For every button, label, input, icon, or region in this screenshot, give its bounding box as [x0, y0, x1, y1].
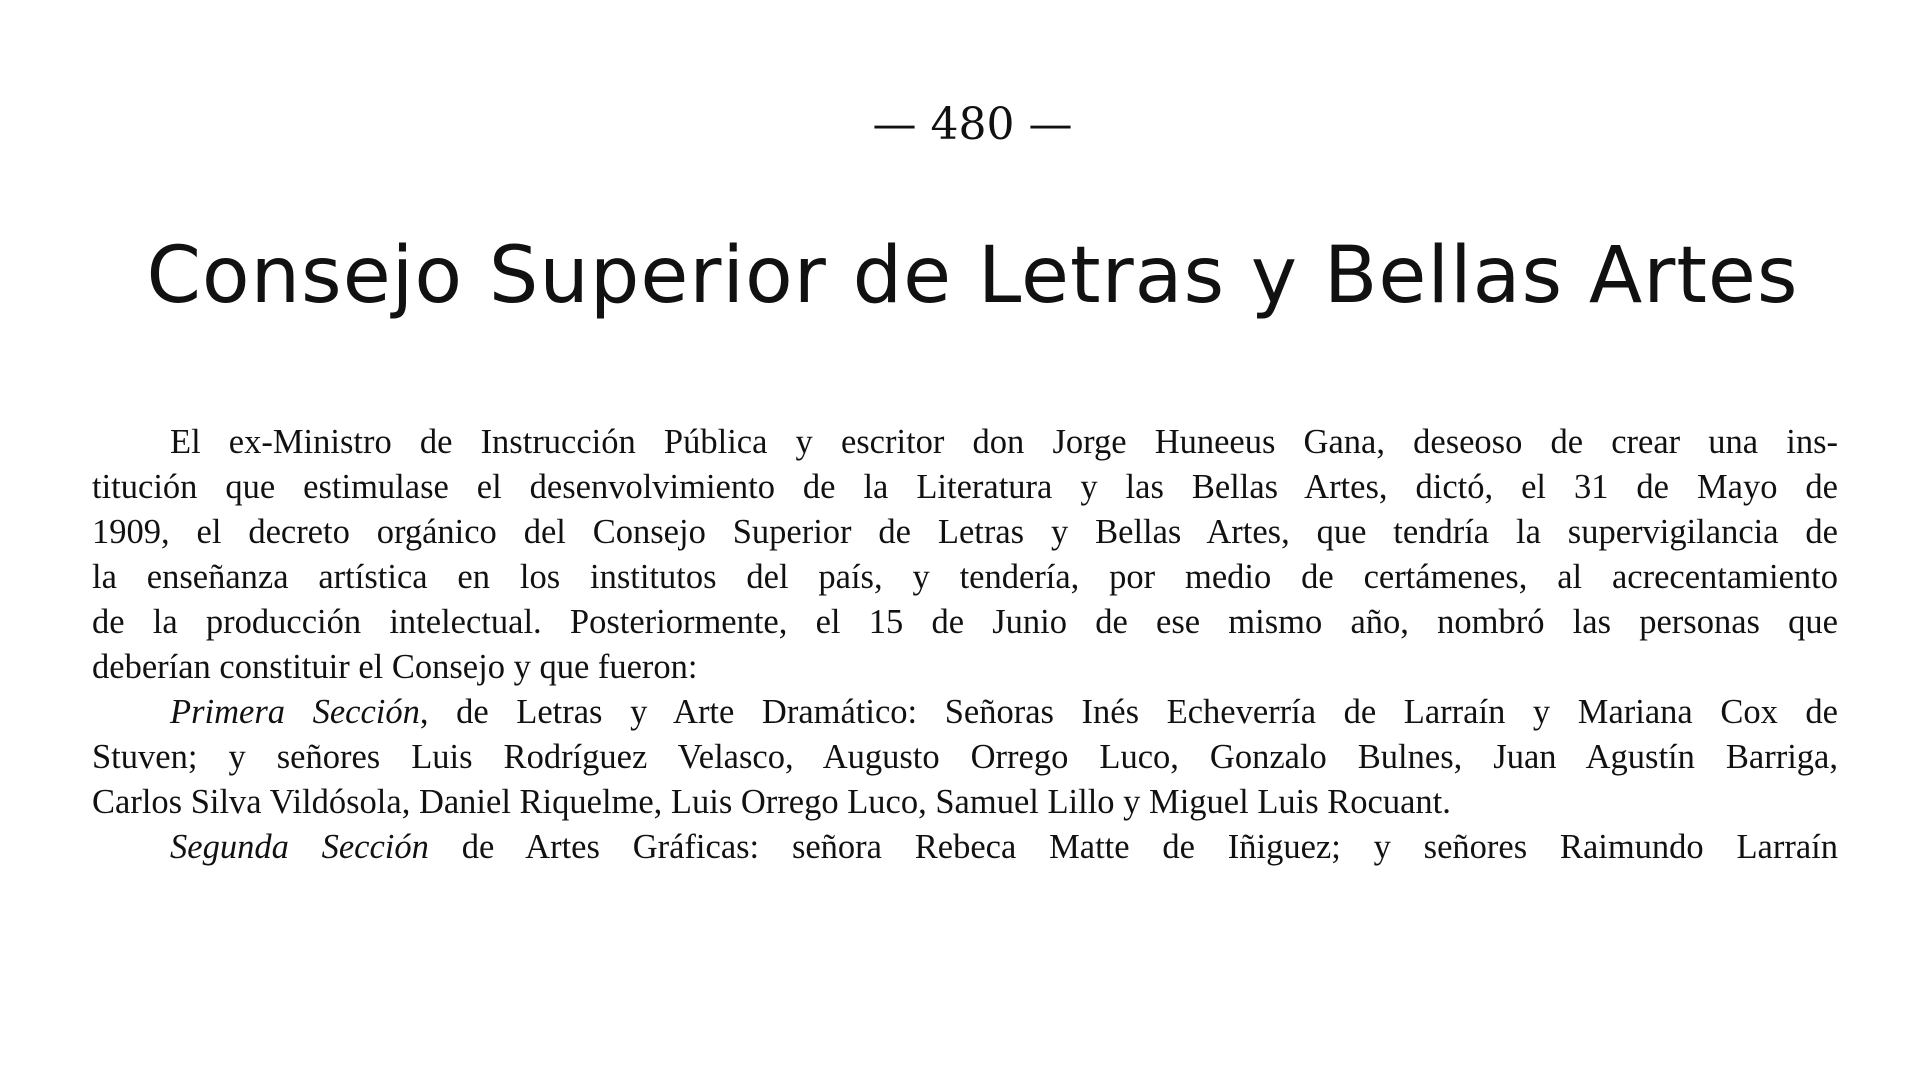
text-line: de la producción intelectual. Posteriormente, el 15 de Junio de ese mismo año, nombró las personas que	[92, 603, 1838, 641]
text-line: El ex-Ministro de Instrucción Pública y escritor don Jorge Huneeus Gana, deseoso de crear una ins-	[170, 423, 1838, 461]
text-line: la enseñanza artística en los institutos del país, y tendería, por medio de certámenes, al acrecentamiento	[92, 558, 1838, 596]
section-label-segunda: Segunda Sección	[170, 828, 429, 866]
page-title: Consejo Superior de Letras y Bellas Artes	[146, 231, 1799, 321]
text-line: deberían constituir el Consejo y que fueron:	[92, 648, 698, 686]
paragraph-primera-seccion	[92, 690, 1838, 825]
text-line: 1909, el decreto orgánico del Consejo Superior de Letras y Bellas Artes, que tendría la supervigilancia de	[92, 513, 1838, 551]
text-line: Stuven; y señores Luis Rodríguez Velasco, Augusto Orrego Luco, Gonzalo Bulnes, Juan Agustín Barriga,	[92, 738, 1838, 776]
paragraph-intro	[92, 420, 1838, 690]
text-fragment: de Artes Gráficas: señora Rebeca Matte de Iñiguez; y señores Raimundo Larraín	[428, 828, 1838, 866]
text-line: Carlos Silva Vildósola, Daniel Riquelme, Luis Orrego Luco, Samuel Lillo y Miguel Luis Rocuant.	[92, 783, 1451, 821]
paragraph-segunda-seccion	[92, 825, 1838, 870]
text-line	[92, 690, 1838, 735]
text-line	[92, 825, 1838, 870]
text-fragment: , de Letras y Arte Dramático: Señoras Inés Echeverría de Larraín y Mariana Cox de	[419, 693, 1838, 731]
section-label-primera: Primera Sección	[170, 693, 420, 731]
text-line: titución que estimulase el desenvolvimiento de la Literatura y las Bellas Artes, dictó, el 31 de Mayo de	[92, 468, 1838, 506]
page-number: — 480 —	[872, 99, 1073, 150]
body-text	[92, 420, 1838, 870]
